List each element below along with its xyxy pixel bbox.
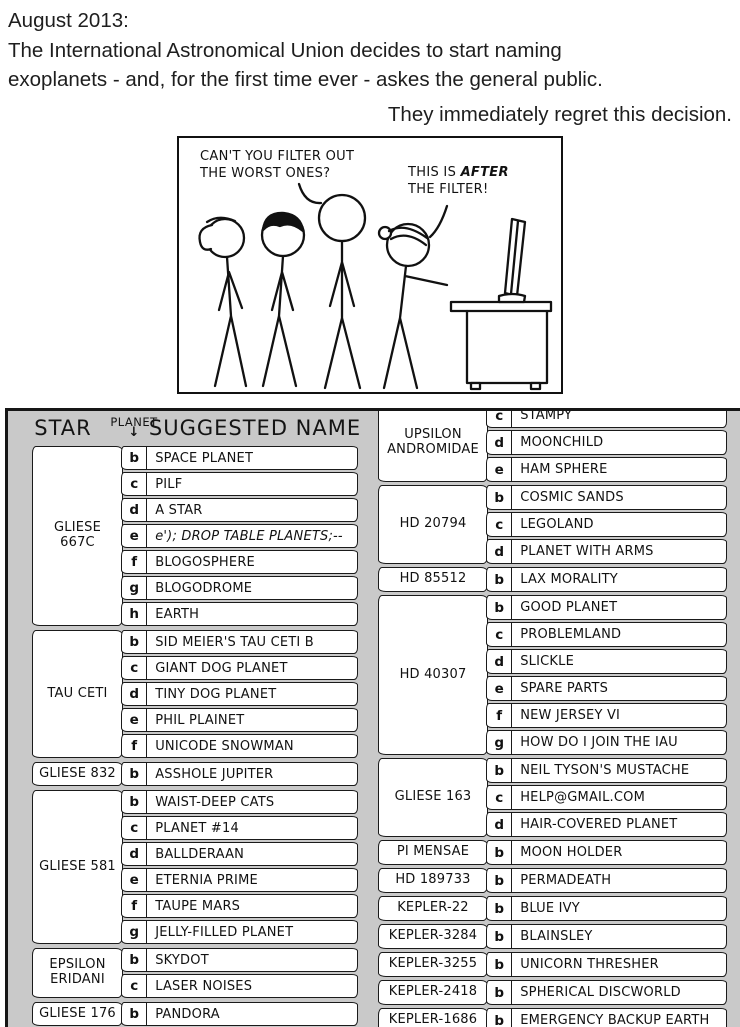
planet-letter-cell: e [487, 458, 512, 481]
star-cell: HD 20794 [378, 485, 488, 564]
table-row [121, 842, 358, 866]
planet-rows [486, 980, 727, 1005]
suggested-name-cell: EARTH [155, 606, 200, 622]
star-cell: GLIESE 832 [32, 762, 123, 786]
star-group [378, 980, 727, 1005]
planet-letter-cell: b [122, 447, 147, 469]
planet-letter-cell: f [487, 704, 512, 727]
suggested-name-cell: PERMADEATH [520, 873, 612, 888]
regret-caption: They immediately regret this decision. [387, 103, 732, 126]
planet-letter-cell: b [122, 631, 147, 653]
suggested-name-cell: MOONCHILD [520, 435, 604, 450]
planet-rows [486, 485, 727, 564]
suggested-name-cell: LAX MORALITY [520, 572, 618, 587]
table-row [486, 952, 727, 977]
planet-letter-cell: b [122, 791, 147, 813]
intro-line-2: The International Astronomical Union decides to start naming [8, 38, 562, 62]
table-row [486, 840, 727, 865]
planet-letter-cell: d [122, 843, 147, 865]
table-row [121, 524, 358, 548]
header-star-label: STAR [34, 416, 92, 440]
stick-figure-4 [379, 224, 447, 388]
table-row [486, 868, 727, 893]
planet-letter-cell: g [122, 921, 147, 943]
header-planet-label: PLANET [110, 415, 158, 429]
bubble1-line-1: CAN'T YOU FILTER OUT [200, 149, 355, 164]
planet-letter-cell: d [122, 683, 147, 705]
star-group [378, 840, 727, 865]
table-row [486, 408, 727, 428]
suggested-name-cell: SPACE PLANET [155, 450, 254, 466]
stick-figure-2 [262, 213, 304, 386]
planet-letter-cell: e [122, 525, 147, 547]
star-group [378, 952, 727, 977]
table-row [121, 630, 358, 654]
table-row [121, 550, 358, 574]
table-row [121, 682, 358, 706]
planet-letter-cell: f [122, 735, 147, 757]
suggested-name-cell: TINY DOG PLANET [155, 686, 277, 702]
planet-letter-cell: b [487, 568, 512, 591]
suggested-name-cell: LEGOLAND [520, 517, 594, 532]
stick-figure-3 [319, 195, 365, 388]
planet-letter-cell: b [487, 869, 512, 892]
star-group [378, 924, 727, 949]
planet-letter-cell: c [487, 513, 512, 536]
table-right-column [378, 408, 727, 1027]
suggested-name-cell: WAIST-DEEP CATS [155, 794, 275, 810]
star-cell: GLIESE 667C [32, 446, 123, 626]
speech-bubble-2 [408, 165, 509, 198]
planet-letter-cell: d [487, 540, 512, 563]
star-cell: EPSILON ERIDANI [32, 948, 123, 998]
planet-letter-cell: b [487, 1009, 512, 1027]
suggested-name-cell: HAM SPHERE [520, 462, 608, 477]
suggested-name-cell: LASER NOISES [155, 978, 253, 994]
table-row [121, 472, 358, 496]
table-row [121, 576, 358, 600]
planet-rows [486, 924, 727, 949]
star-cell: HD 40307 [378, 595, 488, 755]
planet-letter-cell: b [487, 841, 512, 864]
planet-letter-cell: d [487, 813, 512, 836]
star-group [378, 896, 727, 921]
planet-rows [486, 896, 727, 921]
planet-letter-cell: b [122, 1003, 147, 1025]
star-cell: GLIESE 163 [378, 758, 488, 837]
table-row [121, 446, 358, 470]
suggested-name-cell: UNICORN THRESHER [520, 957, 659, 972]
suggested-name-cell: ETERNIA PRIME [155, 872, 258, 888]
planet-rows [121, 948, 358, 998]
speech-bubble-1 [200, 149, 354, 182]
planet-letter-cell: c [487, 408, 512, 427]
table-row [121, 894, 358, 918]
planet-rows [486, 595, 727, 755]
table-row [486, 539, 727, 564]
star-group [32, 446, 358, 626]
table-row [486, 924, 727, 949]
star-group [32, 948, 358, 998]
bubble2-emphasis: AFTER [460, 165, 509, 180]
comic-panel [177, 136, 563, 394]
suggested-name-cell: PHIL PLAINET [155, 712, 245, 728]
suggested-name-cell: PILF [155, 476, 183, 492]
suggested-name-cell: BALLDERAAN [155, 846, 245, 862]
planet-rows [121, 446, 358, 626]
star-cell: KEPLER-3284 [378, 924, 488, 949]
star-cell: KEPLER-3255 [378, 952, 488, 977]
planet-rows [486, 952, 727, 977]
planet-rows [486, 868, 727, 893]
planet-rows [486, 840, 727, 865]
suggested-name-cell: SID MEIER'S TAU CETI B [155, 634, 314, 650]
suggested-name-cell: NEW JERSEY VI [520, 708, 621, 723]
suggested-name-cell: EMERGENCY BACKUP EARTH [520, 1013, 710, 1027]
planet-letter-cell: c [487, 786, 512, 809]
table-row [121, 656, 358, 680]
planet-letter-cell: b [487, 759, 512, 782]
bubble1-line-2: THE WORST ONES? [200, 165, 331, 181]
star-group [32, 790, 358, 944]
table-row [486, 485, 727, 510]
star-group [378, 595, 727, 755]
table-row [486, 785, 727, 810]
planet-letter-cell: f [122, 895, 147, 917]
suggested-name-cell: BLAINSLEY [520, 929, 593, 944]
table-row [121, 948, 358, 972]
star-cell: HD 189733 [378, 868, 488, 893]
planet-letter-cell: e [122, 869, 147, 891]
table-row [486, 457, 727, 482]
speech-tail-2 [430, 206, 447, 237]
table-row [121, 816, 358, 840]
suggested-name-cell: e'); DROP TABLE PLANETS;-- [155, 528, 343, 544]
planet-letter-cell: b [487, 596, 512, 619]
star-cell: KEPLER-22 [378, 896, 488, 921]
planet-letter-cell: b [487, 953, 512, 976]
table-row [486, 758, 727, 783]
planet-rows [486, 758, 727, 837]
planet-letter-cell: b [487, 897, 512, 920]
suggested-name-cell: NEIL TYSON'S MUSTACHE [520, 763, 690, 778]
planet-rows [121, 630, 358, 758]
star-group [378, 485, 727, 564]
star-cell: GLIESE 581 [32, 790, 123, 944]
suggested-name-cell: PLANET #14 [155, 820, 239, 836]
table-row [121, 920, 358, 944]
suggested-name-cell: BLUE IVY [520, 901, 580, 916]
planet-letter-cell: d [487, 650, 512, 673]
intro-line-1: August 2013: [8, 9, 129, 32]
star-group [378, 868, 727, 893]
bubble2-line-2: THE FILTER! [408, 181, 489, 197]
star-cell: HD 85512 [378, 567, 488, 592]
table-row [486, 622, 727, 647]
suggested-name-cell: A STAR [155, 502, 203, 518]
planet-letter-cell: d [487, 431, 512, 454]
planet-letter-cell: b [122, 763, 147, 785]
table-row [121, 708, 358, 732]
suggested-name-cell: PROBLEMLAND [520, 627, 622, 642]
star-cell: GLIESE 176 [32, 1002, 123, 1026]
table-row [121, 734, 358, 758]
table-row [486, 812, 727, 837]
star-group [378, 567, 727, 592]
header-suggested-name-label: SUGGESTED NAME [148, 416, 362, 440]
suggested-name-cell: UNICODE SNOWMAN [155, 738, 294, 754]
planet-letter-cell: c [487, 623, 512, 646]
suggested-name-cell: JELLY-FILLED PLANET [155, 924, 294, 940]
table-row [121, 498, 358, 522]
table-row [121, 790, 358, 814]
suggested-name-cell: HOW DO I JOIN THE IAU [520, 735, 678, 750]
table-row [486, 730, 727, 755]
star-group [378, 408, 727, 482]
star-group [378, 1008, 727, 1027]
planet-letter-cell: d [122, 499, 147, 521]
monitor-icon [499, 219, 525, 302]
table-row [121, 868, 358, 892]
star-group [32, 630, 358, 758]
planet-letter-cell: c [122, 975, 147, 997]
table-row [486, 980, 727, 1005]
planet-rows [121, 790, 358, 944]
suggested-name-cell: PANDORA [155, 1006, 220, 1022]
suggested-name-cell: GIANT DOG PLANET [155, 660, 288, 676]
table-row [486, 896, 727, 921]
table-row [121, 762, 358, 786]
star-cell: KEPLER-2418 [378, 980, 488, 1005]
star-cell: PI MENSAE [378, 840, 488, 865]
star-group [32, 1002, 358, 1026]
planet-letter-cell: b [487, 925, 512, 948]
suggested-name-cell: MOON HOLDER [520, 845, 623, 860]
table-row [121, 602, 358, 626]
speech-tail-1 [299, 184, 321, 203]
planet-letter-cell: b [487, 981, 512, 1004]
suggested-name-cell: SPARE PARTS [520, 681, 609, 696]
planet-rows [486, 408, 727, 482]
planet-letter-cell: h [122, 603, 147, 625]
planet-letter-cell: e [122, 709, 147, 731]
planet-arrow-icon: ↓ [128, 425, 140, 440]
suggested-name-cell: SLICKLE [520, 654, 574, 669]
suggested-name-cell: SPHERICAL DISCWORLD [520, 985, 681, 1000]
suggested-name-cell: SKYDOT [155, 952, 209, 968]
table-row [486, 1008, 727, 1027]
star-cell: TAU CETI [32, 630, 123, 758]
planet-letter-cell: c [122, 817, 147, 839]
planet-rows [486, 1008, 727, 1027]
suggested-name-cell: HELP@GMAIL.COM [520, 790, 645, 805]
planet-letter-cell: b [487, 486, 512, 509]
suggested-name-cell: COSMIC SANDS [520, 490, 624, 505]
desk [451, 302, 551, 389]
suggested-name-cell: ASSHOLE JUPITER [155, 766, 274, 782]
suggested-name-cell: STAMPY [520, 408, 573, 423]
planet-letter-cell: b [122, 949, 147, 971]
table-row [486, 676, 727, 701]
stick-figure-1 [200, 218, 247, 386]
planet-letter-cell: e [487, 677, 512, 700]
intro-line-3: exoplanets - and, for the first time ever - askes the general public. [8, 68, 603, 91]
planet-letter-cell: f [122, 551, 147, 573]
intro-caption [8, 6, 732, 95]
table-row [486, 703, 727, 728]
table-row [121, 1002, 358, 1026]
suggested-name-cell: BLOGODROME [155, 580, 253, 596]
table-left-column [32, 446, 358, 1027]
table-row [486, 512, 727, 537]
table-row [486, 595, 727, 620]
planet-rows [121, 1002, 358, 1026]
suggested-name-cell: BLOGOSPHERE [155, 554, 255, 570]
bubble2-pre: THIS IS [408, 165, 461, 180]
suggested-name-cell: HAIR-COVERED PLANET [520, 817, 678, 832]
planet-letter-cell: g [487, 731, 512, 754]
planet-letter-cell: c [122, 657, 147, 679]
table-row [486, 567, 727, 592]
star-cell: KEPLER-1686 [378, 1008, 488, 1027]
planet-letter-cell: g [122, 577, 147, 599]
table-row [486, 430, 727, 455]
star-group [32, 762, 358, 786]
star-cell: UPSILON ANDROMIDAE [378, 408, 488, 482]
planet-rows [486, 567, 727, 592]
suggested-name-cell: GOOD PLANET [520, 600, 618, 615]
table-row [121, 974, 358, 998]
suggested-name-cell: PLANET WITH ARMS [520, 544, 654, 559]
table-row [486, 649, 727, 674]
suggested-name-cell: TAUPE MARS [155, 898, 241, 914]
planet-letter-cell: c [122, 473, 147, 495]
star-group [378, 758, 727, 837]
planet-rows [121, 762, 358, 786]
exoplanet-name-table [5, 408, 740, 1027]
